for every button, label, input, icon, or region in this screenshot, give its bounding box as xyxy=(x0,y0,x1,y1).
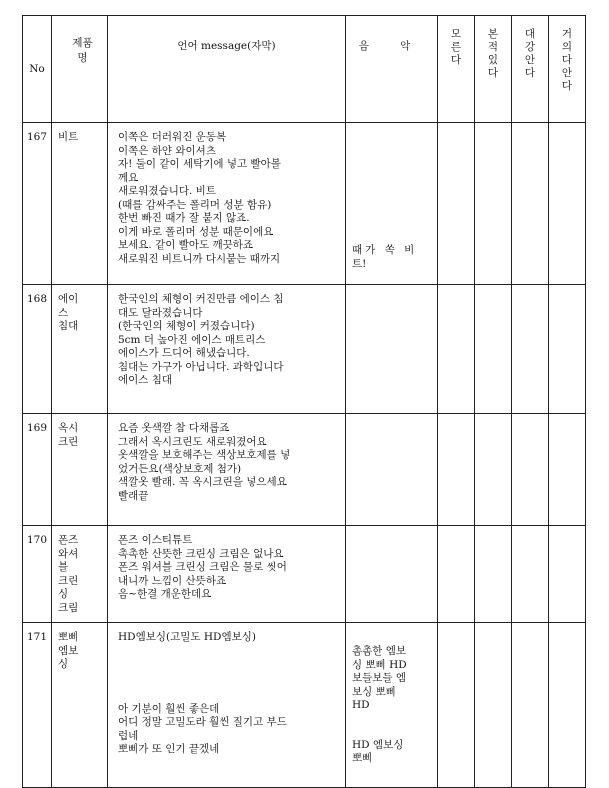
header-row xyxy=(23,16,586,123)
row-check-seen[interactable] xyxy=(475,414,512,526)
header-message: 언어 message(자막) xyxy=(108,16,346,123)
row-check-roughly[interactable] xyxy=(512,414,549,526)
row-product: 에이 스 침대 xyxy=(52,285,108,414)
table-row xyxy=(23,285,586,414)
row-check-roughly[interactable] xyxy=(512,623,549,788)
row-message: 폰즈 이스티튜트 촉촉한 산뜻한 크린싱 크림은 없나요 폰즈 워셔블 크린싱 크림은 물로 씻어 내니까 느낌이 산뜻하죠 음~한결 개운한데요 xyxy=(108,526,346,623)
row-check-seen[interactable] xyxy=(475,285,512,414)
row-product: 옥시 크린 xyxy=(52,414,108,526)
row-no: 168 xyxy=(23,285,52,414)
row-message: 요즘 옷색깔 참 다채롭죠 그래서 옥시크린도 새로워졌어요 옷색깔을 보호해주는 색상보호제를 넣 었거든요(색상보호제 첨가) 색깔옷 빨래. 꼭 옥시크린을 넣으세요 빨래끝 xyxy=(108,414,346,526)
table-row xyxy=(23,123,586,285)
header-product: 제품 명 xyxy=(52,16,108,123)
header-no: No xyxy=(23,16,52,123)
row-no: 171 xyxy=(23,623,52,788)
row-message: 한국인의 체형이 커진만큼 에이스 침 대도 달라졌습니다 (한국인의 체형이 커졌습니다) 5cm 더 높아진 에이스 매트리스 에이스가 드디어 해냈습니다. 침대는 가구가 아닙니다. 과학입니다 에이스 침대 xyxy=(108,285,346,414)
row-check-almost[interactable] xyxy=(549,623,586,788)
header-seen: 본 적 있 다 xyxy=(475,16,512,123)
row-music xyxy=(346,526,438,623)
row-check-almost[interactable] xyxy=(549,123,586,285)
row-check-roughly[interactable] xyxy=(512,526,549,623)
row-no: 170 xyxy=(23,526,52,623)
header-unknown: 모 른 다 xyxy=(438,16,475,123)
row-message: 이쪽은 더러워진 운동복 이쪽은 하얀 와이셔츠 자! 둘이 같이 세탁기에 넣고 빨아볼 께요 새로워졌습니다. 비트 (때를 감싸주는 폴리머 성분 함유) 한번 빠진 때가 잘 붙지 않죠. 이게 바로 폴리머 성분 때문이에요 보세요. 같이 빨아도 깨끗하죠 새로워진 비트니까 다시붙는 때까지 xyxy=(108,123,346,285)
row-check-unknown[interactable] xyxy=(438,526,475,623)
row-music: 촘촘한 엠보 싱 뽀삐 HD 보들보들 엠 보싱 뽀삐 HD HD 엠보싱 뽀삐 xyxy=(346,623,438,788)
row-check-unknown[interactable] xyxy=(438,623,475,788)
row-check-roughly[interactable] xyxy=(512,285,549,414)
header-music: 음 악 xyxy=(346,16,438,123)
row-check-unknown[interactable] xyxy=(438,285,475,414)
row-product: 비트 xyxy=(52,123,108,285)
row-product: 뽀삐 엠보 싱 xyxy=(52,623,108,788)
row-check-almost[interactable] xyxy=(549,285,586,414)
row-check-seen[interactable] xyxy=(475,123,512,285)
row-music: 때가 쏙 비 트! xyxy=(346,123,438,285)
table-row xyxy=(23,623,586,788)
header-roughly: 대 강 안 다 xyxy=(512,16,549,123)
row-no: 169 xyxy=(23,414,52,526)
survey-table xyxy=(22,15,586,788)
header-almost: 거 의 다 안 다 xyxy=(549,16,586,123)
row-check-roughly[interactable] xyxy=(512,123,549,285)
row-check-seen[interactable] xyxy=(475,526,512,623)
row-check-almost[interactable] xyxy=(549,526,586,623)
row-no: 167 xyxy=(23,123,52,285)
row-check-unknown[interactable] xyxy=(438,123,475,285)
row-music xyxy=(346,414,438,526)
row-message: HD엠보싱(고밀도 HD엠보싱) 아 기분이 훨씬 좋은데 어디 정말 고밀도라 훨씬 질기고 부드 럽네 뽀삐가 또 인기 끝겠네 xyxy=(108,623,346,788)
table-row xyxy=(23,414,586,526)
row-check-seen[interactable] xyxy=(475,623,512,788)
row-product: 폰즈 와셔 블 크린 싱 크림 xyxy=(52,526,108,623)
row-check-almost[interactable] xyxy=(549,414,586,526)
table-row xyxy=(23,526,586,623)
row-check-unknown[interactable] xyxy=(438,414,475,526)
row-music xyxy=(346,285,438,414)
